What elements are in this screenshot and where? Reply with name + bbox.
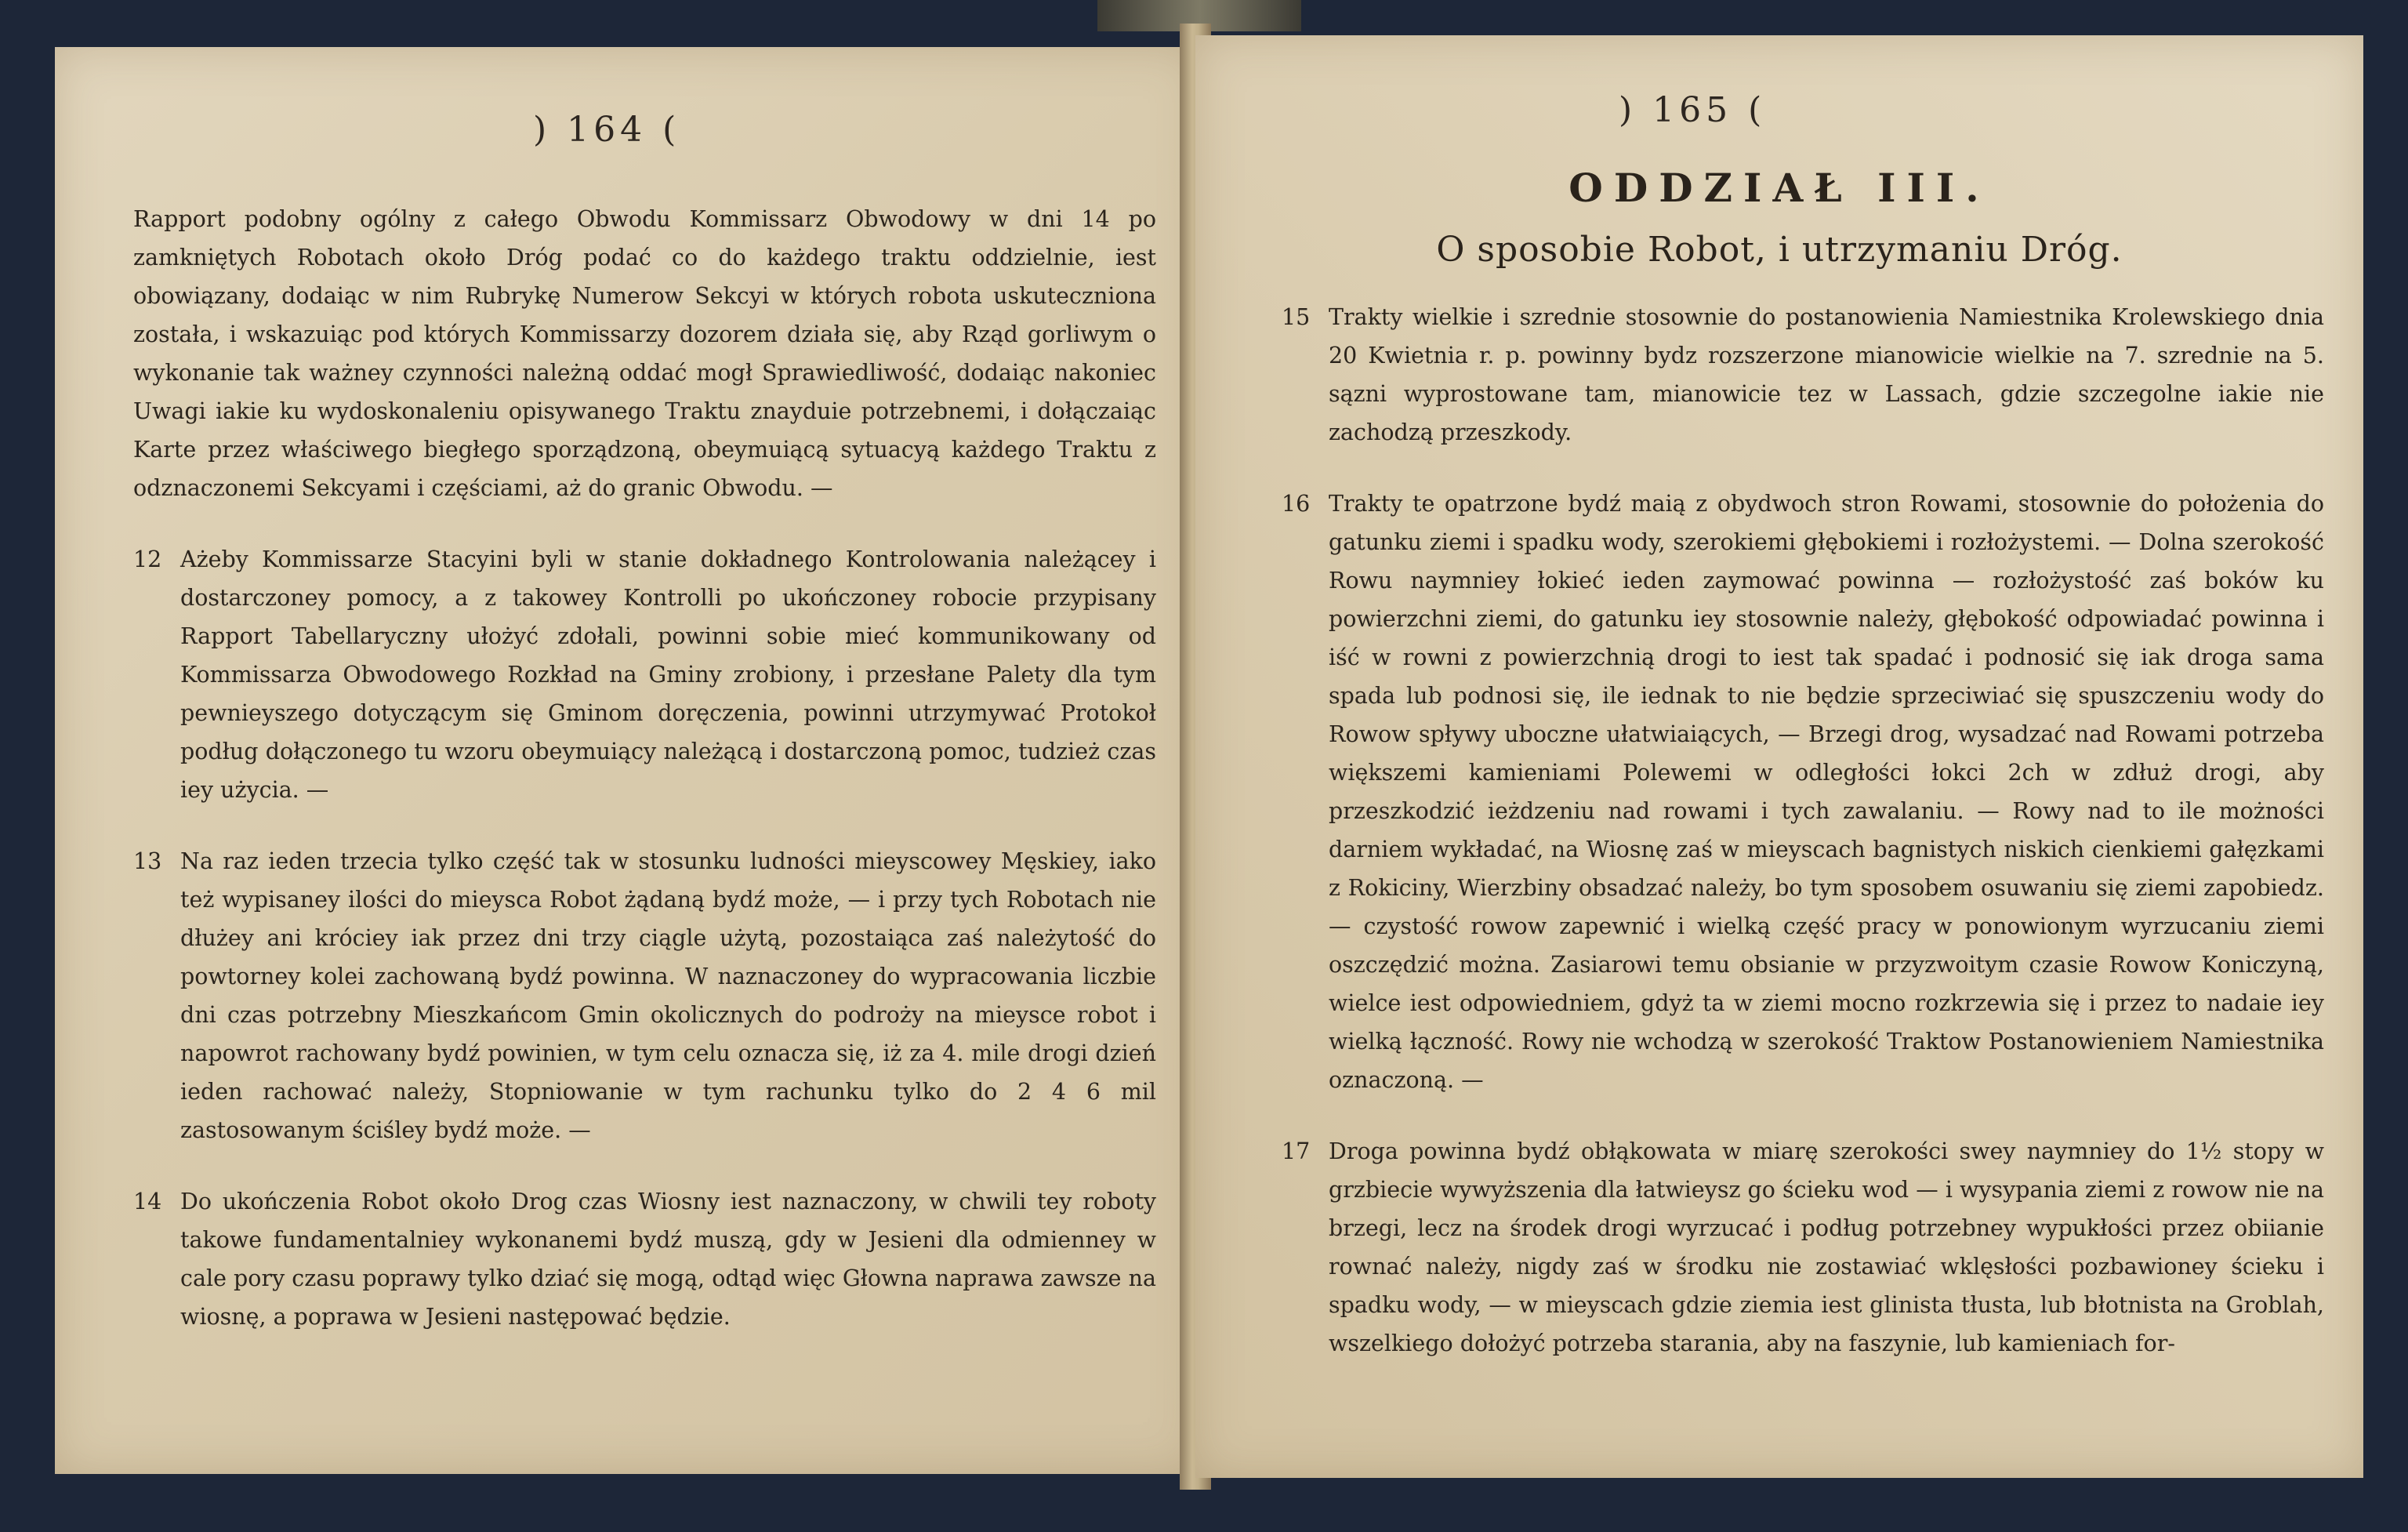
paragraph [1282, 1132, 2324, 1363]
paragraph-text: Na raz ieden trzecia tylko część tak w stosunku ludności mieyscowey Męskiey, iako też wypisaney ilości do mieysca Robot żądaną bydź może, — i przy tych Robotach nie dłużey ani króciey iak przez dni trzy ciągle użytą, pozostaiąca zaś należytość do powtorney kolei zachowaną bydź powinna. W naznaczoney do wypracowania liczbie dni czas potrzebny Mieszkańcom Gmin okolicznych do podroży na mieysce robot i napowrot rachowany bydź powinien, w tym celu oznacza się, iż za 4. mile drogi dzień ieden rachować należy, Stopniowanie w tym rachunku tylko do 2 4 6 mil zastosowanym ściśley bydź może. — [180, 848, 1156, 1143]
paragraph-number: 15 [1282, 304, 1311, 330]
paragraph [133, 200, 1156, 507]
paragraph-text: Trakty te opatrzone bydź maią z obydwoch stron Rowami, stosownie do położenia do gatunku ziemi i spadku wody, szerokiemi głębokiemi i rozłożystemi. — Dolna szerokość Rowu naymniey łokieć ieden zaymować powinna — rozłożystość zaś boków ku powierzchni ziemi, do gatunku iey stosownie należy, głębokość odpowiadać powinna i iść w rowni z powierzchnią drogi to iest tak spadać i podnosić się iak droga sama spada lub podnosi się, ile iednak to nie będzie sprzeciwiać się spuszczeniu wody do Rowow spływy uboczne ułatwiaiących, — Brzegi drog, wysadzać nad Rowami potrzeba większemi kamieniami Polewemi w odległości łokci 2ch w zdłuż drogi, aby przeszkodzić ieżdzeniu nad rowami i tych zawalaniu. — Rowy nad to ile możności darniem wykładać, na Wiosnę zaś w mieyscach bagnistych niskich cienkiemi gałęzkami z Rokiciny, Wierzbiny obsadzać należy, bo tym sposobem osuwaniu się ziemi zapobiedz. — czystość rowow zapewnić i wielką część pracy w ponowionym wyrzucaniu ziemi oszczędzić można. Zasiarowi temu obsianie w przyzwoitym czasie Rowow Koniczyną, wielce iest odpowiedniem, gdyż ta w ziemi mocno rozkrzewia się i przez to nadaie iey wielką łączność. Rowy nie wchodzą w szerokość Traktow Postanowieniem Namiestnika oznaczoną. — [1329, 491, 2324, 1093]
paragraph [1282, 485, 2324, 1099]
paragraph-number: 17 [1282, 1138, 1311, 1164]
paragraph-text: Trakty wielkie i szrednie stosownie do postanowienia Namiestnika Krolewskiego dnia 20 Kwietnia r. p. powinny bydz rozszerzone mianowicie wielkie na 7. szrednie na 5. sązni wyprostowane tam, mianowicie tez w Lassach, gdzie szczegolne iakie nie zachodzą przeszkody. [1329, 304, 2324, 445]
right-page-text [1282, 298, 2324, 1396]
section-subtitle: O sposobie Robot, i utrzymaniu Dróg. [1436, 230, 2123, 270]
paragraph-text: Do ukończenia Robot około Drog czas Wiosny iest naznaczony, w chwili tey roboty takowe fundamentalniey wykonanemi bydź muszą, gdy w Jesieni dla odmienney w cale pory czasu poprawy tylko dziać się mogą, odtąd więc Głowna naprawa zawsze na wiosnę, a poprawa w Jesieni następować będzie. [180, 1189, 1156, 1330]
left-page [55, 47, 1199, 1474]
paragraph-number: 13 [133, 848, 162, 874]
left-page-text [133, 200, 1156, 1369]
right-page-number: ) 165 ( [1619, 90, 1767, 130]
paragraph [133, 842, 1156, 1149]
paragraph-number: 12 [133, 546, 162, 572]
paragraph-text: Ażeby Kommissarze Stacyini byli w stanie dokładnego Kontrolowania należącey i dostarczoney pomocy, a z takowey Kontrolli po ukończoney robocie przypisany Rapport Tabellaryczny ułożyć zdołali, powinni sobie mieć kommunikowany od Kommissarza Obwodowego Rozkład na Gminy zrobiony, i przesłane Palety dla tym pewnieyszego dotyczącym się Gminom doręczenia, powinni utrzymywać Protokoł podług dołączonego tu wzoru obeymuiący należącą i dostarczoną pomoc, tudzież czas iey użycia. — [180, 546, 1156, 803]
section-title: ODDZIAŁ III. [1568, 165, 1990, 211]
paragraph-text: Droga powinna bydź obłąkowata w miarę szerokości swey naymniey do 1½ stopy w grzbiecie wywyższenia dla łatwieysz go ścieku wod — i wysypania ziemi z rowow nie na brzegi, lecz na środek drogi wyrzucać i podług potrzebney wypukłości przez obiianie rownać należy, nigdy zaś w środku nie zostawiać wklęsłości pozbawioney ścieku i spadku wody, — w mieyscach gdzie ziemia iest glinista tłusta, lub błotnista na Groblah, wszelkiego dołożyć potrzeba starania, aby na faszynie, lub kamieniach for- [1329, 1138, 2324, 1356]
paragraph-text: Rapport podobny ogólny z całego Obwodu Kommissarz Obwodowy w dni 14 po zamkniętych Robotach około Dróg podać co do każdego traktu oddzielnie, iest obowiązany, dodaiąc w nim Rubrykę Numerow Sekcyi w których robota uskuteczniona została, i wskazuiąc pod których Kommissarzy dozorem działa się, aby Rząd gorliwym o wykonanie tak ważney czynności należną oddać mogł Sprawiedliwość, dodaiąc nakoniec Uwagi iakie ku wydoskonaleniu opisywanego Traktu znayduie potrzebnemi, i dołączaiąc Karte przez właściwego biegłego sporządzoną, obeymuiącą sytuacyą każdego Traktu z odznaczonemi Sekcyami i częściami, aż do granic Obwodu. — [133, 206, 1156, 501]
paragraph [1282, 298, 2324, 452]
paragraph [133, 540, 1156, 809]
right-page [1195, 35, 2363, 1478]
paragraph-number: 14 [133, 1189, 162, 1214]
paragraph [133, 1182, 1156, 1336]
left-page-number: ) 164 ( [533, 110, 681, 150]
paragraph-number: 16 [1282, 491, 1311, 517]
